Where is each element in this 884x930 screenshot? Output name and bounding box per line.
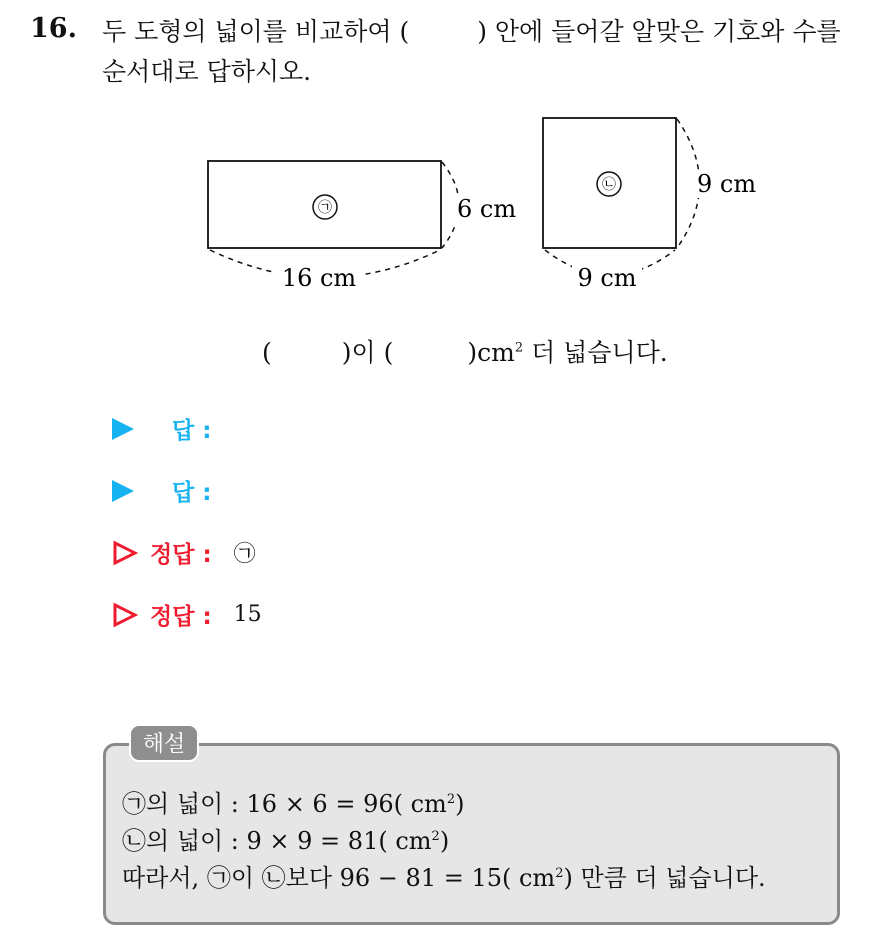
fill-in-sentence (262, 333, 668, 369)
square-label: ㉡ (602, 177, 616, 193)
outline-arrow-icon (112, 540, 138, 566)
rect-label: ㉠ (318, 200, 332, 216)
correct-value: ㉠ (233, 542, 256, 567)
question-text-part-a: 두 도형의 넓이를 비교하여 ( (102, 17, 410, 46)
answer-row-2 (112, 474, 233, 507)
shapes-figure (0, 0, 884, 310)
unit-cm: )cm (467, 338, 515, 367)
correct-value: 15 (233, 602, 262, 627)
answer-label: 답 : (172, 418, 212, 444)
explanation-line-2: ㉡의 넓이 : 9 × 9 = 81( $cm^2$) (122, 827, 450, 855)
rect-width-label: 16 cm (281, 264, 357, 292)
outline-arrow-icon (112, 602, 138, 628)
symbol-nieun: ㉡ (122, 827, 146, 855)
correct-label: 정답 : (150, 542, 212, 568)
correct-row-2 (112, 598, 262, 631)
square-height-label: 9 cm (697, 170, 757, 198)
play-arrow-icon (112, 480, 134, 502)
blank1-open: ( (262, 338, 272, 367)
unit-exponent: 2 (514, 340, 524, 356)
sentence-tail: 더 넓습니다. (523, 338, 668, 367)
explanation-tag: 해설 (129, 724, 199, 762)
explanation-line-3: 따라서, ㉠이 ㉡보다 96 − 81 = 15( $cm^2$) 만큼 더 넓습니다. (122, 864, 766, 892)
explanation-line-1: ㉠의 넓이 : 16 × 6 = 96( $cm^2$) (122, 790, 465, 818)
question-number: 16. (30, 13, 77, 44)
answer-label: 답 : (172, 480, 212, 506)
symbol-giyeok: ㉠ (206, 864, 231, 892)
symbol-giyeok: ㉠ (122, 790, 146, 818)
question-text-line2: 순서대로 답하시오. (102, 57, 312, 86)
answer-row-1 (112, 412, 233, 445)
symbol-nieun: ㉡ (261, 864, 286, 892)
blank1-close: )이 ( (341, 338, 394, 367)
question-text-part-b: ) 안에 들어갈 알맞은 기호와 수를 (477, 17, 841, 46)
rect-height-label: 6 cm (457, 195, 517, 223)
play-arrow-icon (112, 418, 134, 440)
square-width-label: 9 cm (577, 264, 637, 292)
correct-label: 정답 : (150, 604, 212, 630)
correct-row-1 (112, 536, 256, 569)
